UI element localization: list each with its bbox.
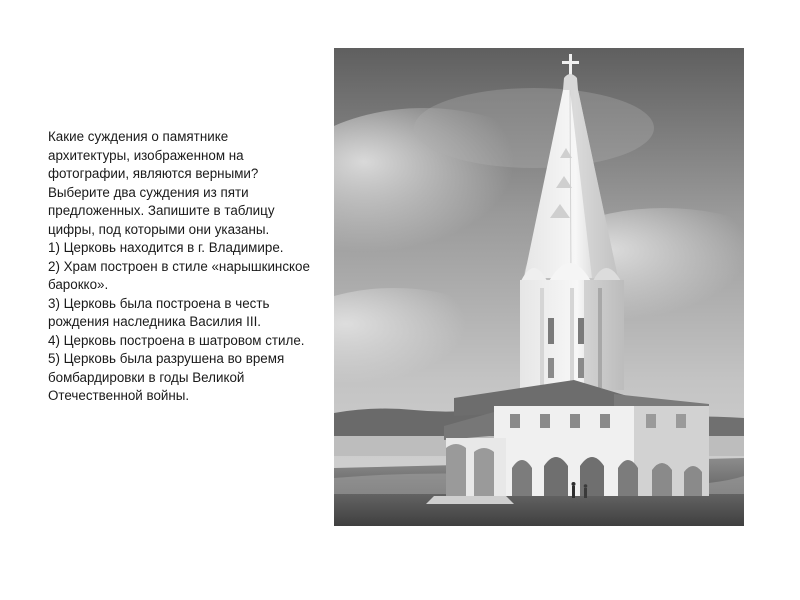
answer-option-2: 2) Храм построен в стиле «нарышкинское барокко». bbox=[48, 258, 310, 292]
answer-option-5: 5) Церковь была разрушена во время бомбардировки в годы Великой Отечественной войны. bbox=[48, 351, 285, 403]
church-photograph bbox=[334, 48, 744, 526]
question-text-block bbox=[48, 128, 310, 406]
answer-option-1: 1) Церковь находится в г. Владимире. bbox=[48, 240, 284, 255]
answer-option-3: 3) Церковь была построена в честь рождения наследника Василия III. bbox=[48, 295, 270, 329]
answer-option-4: 4) Церковь построена в шатровом стиле. bbox=[48, 332, 305, 348]
question-intro: Какие суждения о памятнике архитектуры, изображенном на фотографии, являются верными? Выберите два суждения из пяти предложенных. Запишите в таблицу цифры, под которыми они указаны. bbox=[48, 129, 275, 237]
church-photo-image bbox=[334, 48, 744, 526]
